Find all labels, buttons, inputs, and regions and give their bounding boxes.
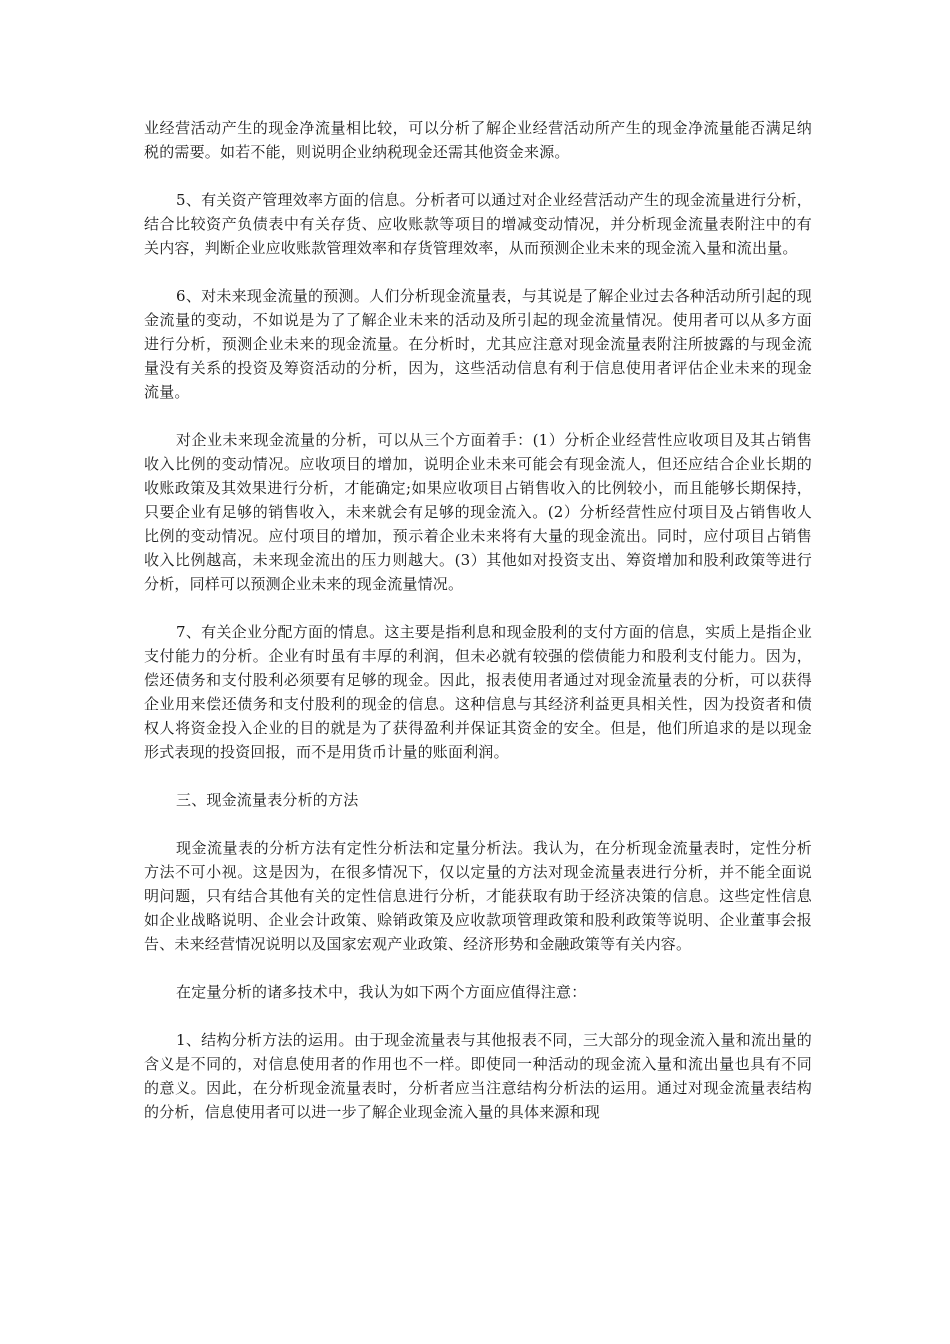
document-body	[144, 116, 812, 1148]
paragraph-structure-analysis: 1、结构分析方法的运用。由于现金流量表与其他报表不同，三大部分的现金流入量和流出量的含义是不同的，对信息使用者的作用也不一样。即使同一种活动的现金流入量和流出量也具有不同的意义。因此，在分析现金流量表时，分析者应当注意结构分析法的运用。通过对现金流量表结构的分析，信息使用者可以进一步了解企业现金流入量的具体来源和现	[144, 1031, 812, 1121]
paragraph-future-forecast: 6、对未来现金流量的预测。人们分析现金流量表，与其说是了解企业过去各种活动所引起的现金流量的变动，不如说是为了了解企业未来的活动及所引起的现金流量情况。使用者可以从多方面进行分析，预测企业未来的现金流量。在分析时，尤其应注意对现金流量表附注所披露的与现金流量没有关系的投资及筹资活动的分析，因为，这些活动信息有利于信息使用者评估企业未来的现金流量。	[144, 287, 812, 401]
paragraph-asset-efficiency: 5、有关资产管理效率方面的信息。分析者可以通过对企业经营活动产生的现金流量进行分析，结合比较资产负债表中有关存货、应收账款等项目的增减变动情况，并分析现金流量表附注中的有关内容，判断企业应收账款管理效率和存货管理效率，从而预测企业未来的现金流入量和流出量。	[144, 191, 812, 257]
paragraph-continuation: 业经营活动产生的现金净流量相比较，可以分析了解企业经营活动所产生的现金净流量能否满足纳税的需要。如若不能，则说明企业纳税现金还需其他资金来源。	[144, 119, 812, 161]
paragraph-quantitative-intro: 在定量分析的诸多技术中，我认为如下两个方面应值得注意：	[176, 983, 587, 1001]
section-heading: 三、现金流量表分析的方法	[176, 791, 359, 809]
paragraph-methods: 现金流量表的分析方法有定性分析法和定量分析法。我认为，在分析现金流量表时，定性分析方法不可小视。这是因为，在很多情况下，仅以定量的方法对现金流量表进行分析，并不能全面说明问题，只有结合其他有关的定性信息进行分析，才能获取有助于经济决策的信息。这些定性信息如企业战略说明、企业会计政策、赊销政策及应收款项管理政策和股利政策等说明、企业董事会报告、未来经营情况说明以及国家宏观产业政策、经济形势和金融政策等有关内容。	[144, 839, 812, 953]
paragraph-future-analysis: 对企业未来现金流量的分析，可以从三个方面着手：(1）分析企业经营性应收项目及其占销售收入比例的变动情况。应收项目的增加，说明企业未来可能会有现金流人，但还应结合企业长期的收账政策及其效果进行分析，才能确定;如果应收项目占销售收入的比例较小，而且能够长期保持，只要企业有足够的销售收入，未来就会有足够的现金流入。(2）分析经营性应付项目及占销售收人比例的变动情况。应付项目的增加，预示着企业未来将有大量的现金流出。同时，应付项目占销售收入比例越高，未来现金流出的压力则越大。(3）其他如对投资支出、筹资增加和股利政策等进行分析，同样可以预测企业未来的现金流量情况。	[144, 431, 812, 593]
paragraph-distribution: 7、有关企业分配方面的情息。这主要是指利息和现金股利的支付方面的信息，实质上是指企业支付能力的分析。企业有时虽有丰厚的利润，但未必就有较强的偿债能力和股利支付能力。因为，偿还债务和支付股利必须要有足够的现金。因此，报表使用者通过对现金流量表的分析，可以获得企业用来偿还债务和支付股利的现金的信息。这种信息与其经济利益更具相关性，因为投资者和债权人将资金投入企业的目的就是为了获得盈利并保证其资金的安全。但是，他们所追求的是以现金形式表现的投资回报，而不是用货币计量的账面利润。	[144, 623, 812, 761]
